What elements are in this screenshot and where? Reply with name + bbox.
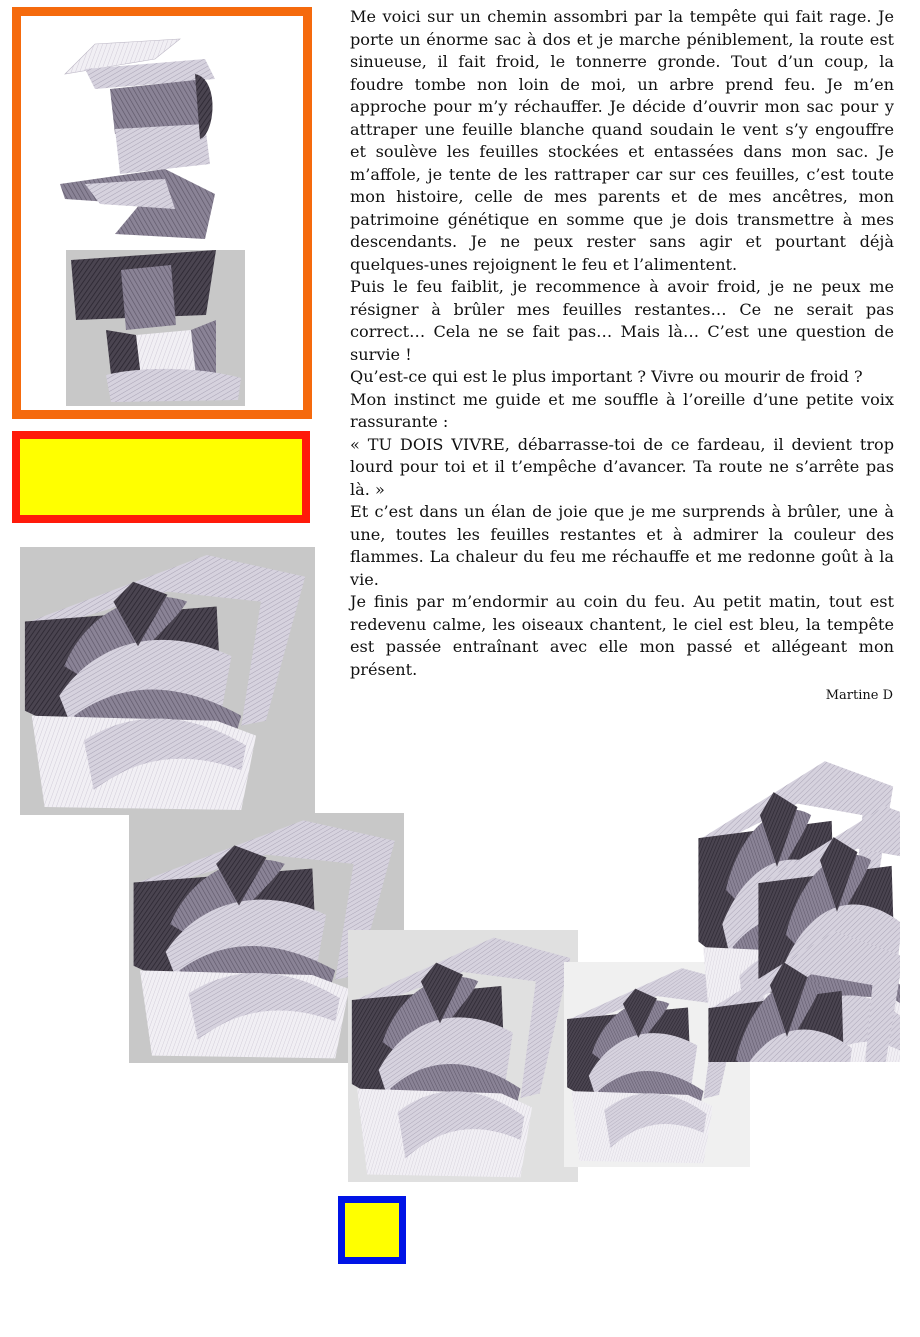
story-paragraph-2: Puis le feu faiblit, je recommence à avoir froid, je ne peux me résigner à brûler mes feuilles restantes… Ce ne serait pas correct… Cela ne se fait pas… Mais là… C’est une question de survie ! [350,277,894,364]
yellow-blue-frame-block [338,1196,406,1264]
story-paragraph-3: Qu’est-ce qui est le plus important ? Vivre ou mourir de froid ? [350,367,863,386]
story-paragraph-4: Mon instinct me guide et me souffle à l’oreille d’une petite voix rassurante : [350,389,894,431]
folded-paper-column-drawing [55,34,225,239]
story-text [350,6,894,681]
folded-box-drawing [66,250,245,406]
story-paragraph-7: Je finis par m’endormir au coin du feu. Au petit matin, tout est redevenu calme, les oiseaux chantent, le ciel est bleu, la tempête est passée entraînant avec elle mon passé et allégeant mon présent. [350,592,894,679]
yellow-red-frame-block [12,431,310,523]
story-paragraph-5: « TU DOIS VIVRE, débarrasse-toi de ce fardeau, il devient trop lourd pour toi et il t’empêche d’avancer. Ta route ne s’arrête pas là. » [350,434,894,499]
swirl-drawing-third [348,930,578,1182]
swirl-drawing-large [20,547,315,815]
story-paragraph-1: Me voici sur un chemin assombri par la tempête qui fait rage. Je porte un énorme sac à dos et je marche péniblement, la route est sinueuse, il fait froid, le tonnerre gronde. Tout d’un coup, la foudre tombe non loin de moi, un arbre prend feu. Je m’en approche pour m’y réchauffer. Je décide d’ouvrir mon sac pour y attraper une feuille blanche quand soudain le vent s’y engouffre et soulève les feuilles stockées et entassées dans mon sac. Je m’affole, je tente de les rattraper car sur ces feuilles, c’est toute mon histoire, celle de mes parents et de mes ancêtres, mon patrimoine génétique en somme que je dois transmettre à mes descendants. Je ne peux rester sans agir et pourtant déjà quelques-unes rejoignent le feu et l’alimentent. [350,7,894,274]
swirl-drawing-small-cluster [695,752,900,1062]
author-signature: Martine D [825,688,893,703]
story-paragraph-6: Et c’est dans un élan de joie que je me surprends à brûler, une à une, toutes les feuilles restantes et à admirer la couleur des flammes. La chaleur du feu me réchauffe et me redonne goût à la vie. [350,502,894,589]
